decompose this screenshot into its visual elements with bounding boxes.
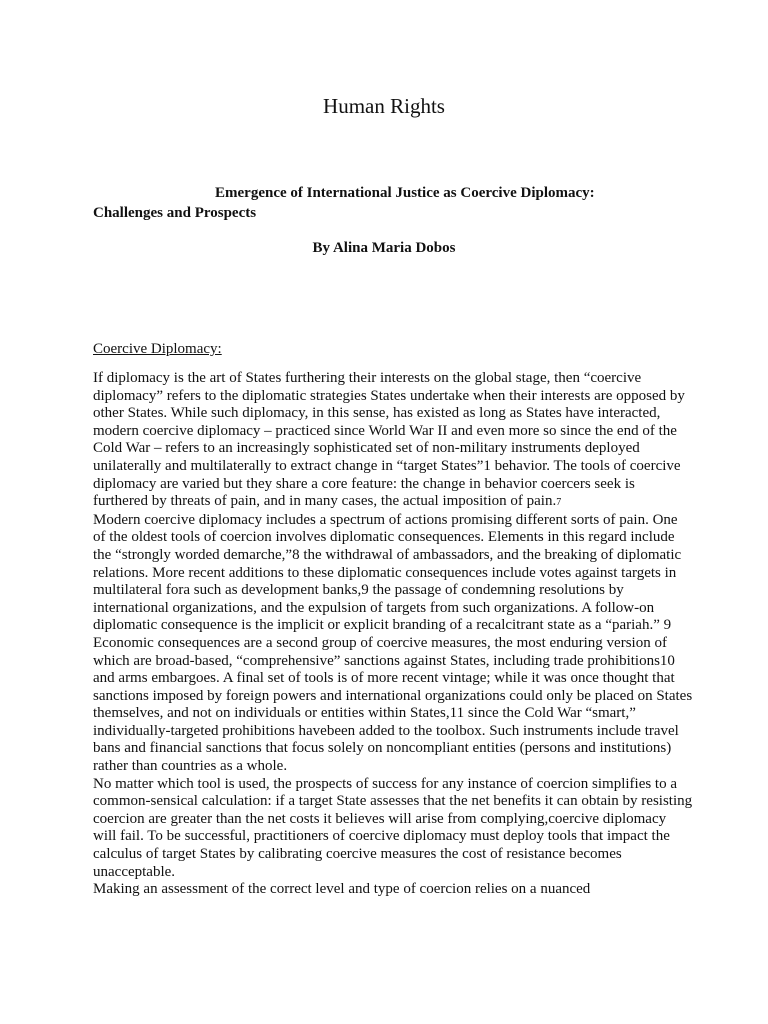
body-text <box>93 370 693 899</box>
paragraph-3-text: No matter which tool is used, the prospects of success for any instance of coercion simplifies to a common-sensical calculation: if a target State assesses that the net benefits it can obtain by resisting coercion are greater than the net costs it believes will arise from complying,coercive diplomacy will fail. To be successful, practitioners of coercive diplomacy must deploy tools that impact the calculus of target States by calibrating coercive measures the cost of resistance becomes unacceptable. <box>93 775 693 880</box>
author-byline: By Alina Maria Dobos <box>312 240 456 256</box>
paragraph-2-text: Modern coercive diplomacy includes a spectrum of actions promising different sorts of pain. One of the oldest tools of coercion involves diplomatic consequences. Elements in this regard include the “strongly worded demarche,”8 the withdrawal of ambassadors, and the breaking of diplomatic relations. More recent additions to these diplomatic consequences include votes against targets in multilateral fora such as development banks,9 the passage of condemning resolutions by international organizations, and the expulsion of targets from such organizations. A follow-on diplomatic consequence is the implicit or explicit branding of a recalcitrant state as a “pariah.” 9 Economic consequences are a second group of coercive measures, the most enduring version of which are broad-based, “comprehensive” sanctions against States, including trade prohibitions10 and arms embargoes. A final set of tools is of more recent vintage; while it was once thought that sanctions imposed by foreign powers and international organizations could only be placed on States themselves, and not on individuals or entities within States,11 since the Cold War “smart,” individually-targeted prohibitions havebeen added to the toolbox. Such instruments include travel bans and financial sanctions that focus solely on noncompliant entities (persons and institutions) rather than countries as a whole. <box>93 511 693 775</box>
paragraph <box>93 881 693 899</box>
paragraph <box>93 512 693 776</box>
paper-title-line-1: Emergence of International Justice as Coercive Diplomacy: <box>215 185 595 201</box>
paragraph <box>93 776 693 882</box>
footnote-marker: 7 <box>556 497 562 509</box>
paragraph-4-text: Making an assessment of the correct level and type of coercion relies on a nuanced <box>93 881 591 898</box>
paper-title <box>93 183 693 223</box>
paragraph-1-text: If diplomacy is the art of States furthering their interests on the global stage, then “coercive diplomacy” refers to the diplomatic strategies States undertake when their interests are opposed by other States. While such diplomacy, in this sense, has existed as long as States have interacted, modern coercive diplomacy – practiced since World War II and even more so since the end of the Cold War – refers to an increasingly sophisticated set of non-military instruments deployed unilaterally and multilaterally to extract change in “target States”1 behavior. The tools of coercive diplomacy are varied but they share a core feature: the change in behavior coercers seek is furthered by threats of pain, and in many cases, the actual imposition of pain. <box>93 370 685 510</box>
paragraph <box>93 370 693 512</box>
paper-title-line-2: Challenges and Prospects <box>93 205 257 221</box>
section-heading: Coercive Diplomacy: <box>93 341 222 357</box>
header-title: Human Rights <box>323 94 445 118</box>
